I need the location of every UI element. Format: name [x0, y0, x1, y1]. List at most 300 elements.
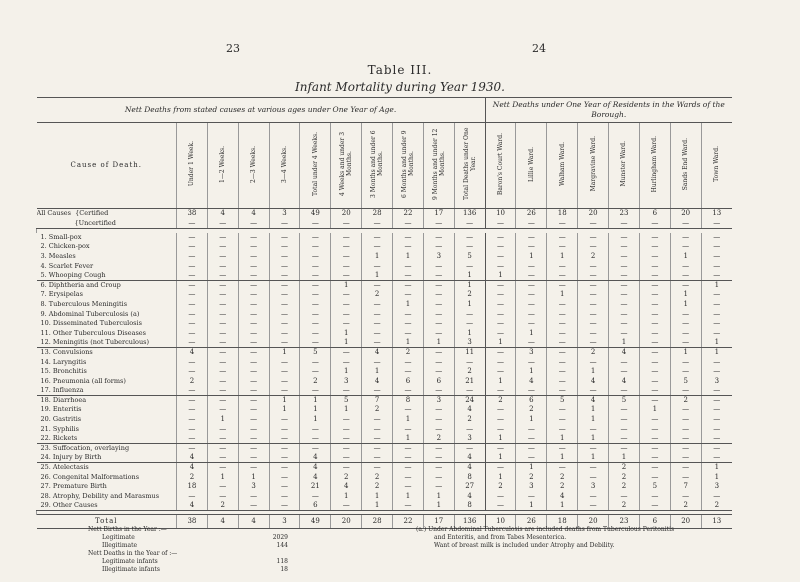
- table-cell: 1: [516, 328, 547, 338]
- table-cell: —: [269, 376, 300, 386]
- table-cell: —: [485, 242, 516, 252]
- table-cell: —: [516, 338, 547, 348]
- column-header: [516, 123, 547, 209]
- table-cell: 2: [547, 482, 578, 492]
- table-cell: —: [331, 242, 362, 252]
- table-cell: —: [547, 386, 578, 396]
- table-cell: —: [238, 386, 269, 396]
- table-cell: —: [177, 424, 208, 434]
- table-cell: —: [609, 252, 640, 262]
- table-cell: —: [578, 319, 609, 329]
- table-cell: —: [269, 309, 300, 319]
- table-cell: —: [485, 319, 516, 329]
- table-row: [37, 444, 733, 454]
- table-cell: —: [362, 434, 393, 444]
- table-cell: —: [639, 453, 670, 463]
- table-cell: 1: [639, 405, 670, 415]
- table-cell: 1: [670, 290, 701, 300]
- table-cell: —: [639, 396, 670, 406]
- table-cell: —: [670, 242, 701, 252]
- table-cell: 18: [177, 482, 208, 492]
- table-cell: —: [423, 290, 454, 300]
- table-cell: —: [609, 219, 640, 229]
- table-cell: 20: [578, 515, 609, 529]
- table-cell: —: [393, 501, 424, 511]
- table-cell: —: [207, 252, 238, 262]
- table-cell: —: [701, 367, 732, 377]
- table-cell: 2: [177, 472, 208, 482]
- column-header-label: Under 1 Week.: [188, 141, 196, 187]
- table-cell: —: [300, 252, 331, 262]
- table-cell: 18: [547, 209, 578, 219]
- table-cell: —: [269, 434, 300, 444]
- table-row: [37, 233, 733, 243]
- table-cell: —: [454, 242, 485, 252]
- cause-label: 27. Premature Birth: [40, 482, 107, 491]
- table-cell: —: [454, 233, 485, 243]
- table-cell: —: [207, 280, 238, 290]
- table-cell: —: [547, 444, 578, 454]
- table-cell: —: [609, 405, 640, 415]
- table-cell: 1: [485, 472, 516, 482]
- table-cell: —: [516, 453, 547, 463]
- table-cell: 3: [269, 209, 300, 219]
- table-cell: —: [701, 319, 732, 329]
- table-cell: —: [177, 219, 208, 229]
- table-cell: —: [639, 252, 670, 262]
- table-cell: —: [639, 444, 670, 454]
- table-cell: —: [177, 444, 208, 454]
- table-cell: —: [639, 280, 670, 290]
- table-cell: —: [362, 280, 393, 290]
- table-cell: —: [269, 357, 300, 367]
- table-cell: 4: [547, 492, 578, 502]
- table-cell: —: [331, 424, 362, 434]
- table-cell: —: [300, 434, 331, 444]
- table-cell: —: [393, 319, 424, 329]
- table-cell: —: [300, 242, 331, 252]
- table-cell: —: [639, 242, 670, 252]
- table-cell: —: [207, 396, 238, 406]
- table-cell: —: [362, 319, 393, 329]
- table-cell: —: [423, 463, 454, 473]
- column-header-label: Margravine Ward.: [589, 136, 597, 192]
- table-cell: 3: [238, 482, 269, 492]
- table-row: [37, 280, 733, 290]
- table-cell: 4: [516, 376, 547, 386]
- table-cell: 6: [639, 515, 670, 529]
- table-cell: —: [670, 367, 701, 377]
- table-cell: 1: [331, 328, 362, 338]
- table-cell: 1: [454, 271, 485, 281]
- column-header-label: 3—4 Weeks.: [281, 145, 288, 183]
- table-cell: —: [207, 261, 238, 271]
- table-cell: —: [701, 405, 732, 415]
- column-header-label: Baron's Court Ward.: [497, 132, 505, 196]
- table-cell: —: [639, 290, 670, 300]
- table-cell: —: [547, 424, 578, 434]
- table-cell: 2: [609, 472, 640, 482]
- table-cell: —: [331, 415, 362, 425]
- table-cell: —: [639, 424, 670, 434]
- table-cell: —: [269, 271, 300, 281]
- table-cell: —: [701, 386, 732, 396]
- table-cell: 1: [454, 280, 485, 290]
- table-cell: 1: [670, 252, 701, 262]
- table-cell: 1: [547, 290, 578, 300]
- table-cell: —: [547, 463, 578, 473]
- table-cell: —: [547, 271, 578, 281]
- table-cell: 3: [701, 482, 732, 492]
- table-cell: —: [393, 453, 424, 463]
- table-cell: —: [300, 271, 331, 281]
- table-cell: 2: [609, 501, 640, 511]
- table-cell: —: [485, 405, 516, 415]
- table-cell: 1: [454, 328, 485, 338]
- table-cell: —: [609, 290, 640, 300]
- table-cell: —: [207, 376, 238, 386]
- table-cell: —: [609, 261, 640, 271]
- table-cell: —: [670, 424, 701, 434]
- table-cell: —: [331, 463, 362, 473]
- table-cell: —: [670, 405, 701, 415]
- table-cell: 4: [609, 348, 640, 358]
- table-cell: —: [701, 271, 732, 281]
- table-cell: —: [331, 444, 362, 454]
- table-cell: —: [238, 444, 269, 454]
- table-cell: —: [609, 300, 640, 310]
- table-cell: —: [454, 309, 485, 319]
- table-cell: —: [639, 386, 670, 396]
- cause-label: 1. Small-pox: [40, 232, 82, 241]
- table-cell: —: [670, 280, 701, 290]
- table-subtitle: Infant Mortality during Year 1930.: [295, 80, 505, 94]
- table-cell: —: [177, 309, 208, 319]
- table-row: [37, 242, 733, 252]
- table-cell: 4: [300, 453, 331, 463]
- table-cell: 28: [362, 515, 393, 529]
- table-cell: —: [300, 492, 331, 502]
- column-header-label: Lillie Ward.: [527, 146, 535, 182]
- table-cell: —: [207, 424, 238, 434]
- table-cell: 21: [300, 482, 331, 492]
- table-cell: —: [423, 367, 454, 377]
- table-row: [37, 386, 733, 396]
- column-header: [485, 123, 516, 209]
- table-cell: 1: [609, 338, 640, 348]
- table-cell: 1: [516, 463, 547, 473]
- table-cell: —: [300, 233, 331, 243]
- table-row: [37, 501, 733, 511]
- table-cell: 8: [454, 501, 485, 511]
- table-cell: 1: [578, 415, 609, 425]
- table-cell: —: [547, 328, 578, 338]
- table-cell: —: [269, 367, 300, 377]
- table-cell: 3: [454, 434, 485, 444]
- cause-label: 25. Atelectasis: [40, 463, 89, 472]
- table-cell: —: [362, 261, 393, 271]
- table-cell: —: [578, 357, 609, 367]
- all-causes-label: All Causes {Certified: [36, 209, 109, 218]
- table-cell: 13: [701, 515, 732, 529]
- table-cell: 3: [578, 482, 609, 492]
- column-header-label: Total under 4 Weeks.: [311, 132, 319, 196]
- column-header: [331, 123, 362, 209]
- table-row: [37, 463, 733, 473]
- table-cell: 4: [362, 348, 393, 358]
- table-cell: —: [238, 376, 269, 386]
- table-cell: 3: [701, 376, 732, 386]
- table-cell: —: [331, 252, 362, 262]
- table-cell: —: [670, 434, 701, 444]
- table-cell: —: [300, 424, 331, 434]
- table-cell: 6: [423, 376, 454, 386]
- column-header: [547, 123, 578, 209]
- table-cell: 1: [670, 348, 701, 358]
- table-cell: —: [269, 444, 300, 454]
- table-cell: 2: [609, 482, 640, 492]
- table-cell: —: [177, 367, 208, 377]
- table-cell: —: [454, 444, 485, 454]
- legitimate-births: Legitimate 2029: [102, 534, 288, 541]
- table-cell: —: [609, 492, 640, 502]
- table-cell: 1: [331, 405, 362, 415]
- table-cell: 22: [393, 209, 424, 219]
- table-cell: —: [547, 338, 578, 348]
- table-cell: —: [547, 280, 578, 290]
- table-cell: —: [701, 453, 732, 463]
- table-cell: —: [393, 219, 424, 229]
- table-cell: 1: [609, 453, 640, 463]
- cause-label: 29. Other Causes: [37, 501, 177, 511]
- cause-label: 9. Abdominal Tuberculosis (a): [40, 309, 140, 318]
- table-cell: —: [670, 261, 701, 271]
- births-deaths-footnote: [88, 526, 288, 574]
- table-cell: —: [639, 338, 670, 348]
- all-causes-uncertified-row: [37, 219, 733, 229]
- table-cell: —: [423, 309, 454, 319]
- table-cell: —: [331, 271, 362, 281]
- table-cell: 4: [454, 453, 485, 463]
- table-cell: —: [516, 357, 547, 367]
- table-cell: —: [238, 415, 269, 425]
- column-header-label: Walham Ward.: [558, 141, 566, 187]
- table-cell: —: [578, 472, 609, 482]
- table-cell: —: [423, 300, 454, 310]
- table-cell: —: [701, 309, 732, 319]
- table-cell: 1: [362, 252, 393, 262]
- table-cell: 1: [454, 300, 485, 310]
- table-cell: —: [177, 280, 208, 290]
- column-header: [639, 123, 670, 209]
- table-cell: 1: [207, 415, 238, 425]
- table-cell: —: [701, 357, 732, 367]
- table-cell: 2: [362, 290, 393, 300]
- cause-label: 2. Chicken-pox: [40, 242, 90, 251]
- table-cell: —: [362, 444, 393, 454]
- footnote-b: Want of breast milk is included under Atrophy and Debility.: [434, 542, 615, 549]
- table-cell: —: [423, 261, 454, 271]
- table-cell: 1: [578, 434, 609, 444]
- cause-label: 23. Suffocation, overlaying: [40, 444, 130, 453]
- table-cell: —: [639, 376, 670, 386]
- table-cell: —: [238, 453, 269, 463]
- table-cell: —: [269, 328, 300, 338]
- table-cell: 2: [578, 348, 609, 358]
- table-cell: 1: [331, 280, 362, 290]
- table-cell: —: [547, 357, 578, 367]
- table-cell: 22: [393, 515, 424, 529]
- table-cell: —: [300, 219, 331, 229]
- table-cell: —: [485, 424, 516, 434]
- table-cell: —: [578, 501, 609, 511]
- table-cell: 1: [393, 338, 424, 348]
- table-cell: —: [177, 338, 208, 348]
- table-cell: 1: [362, 501, 393, 511]
- table-cell: —: [269, 386, 300, 396]
- table-cell: —: [269, 319, 300, 329]
- table-cell: —: [207, 233, 238, 243]
- cause-label: 13. Convulsions: [40, 348, 93, 357]
- table-cell: —: [547, 233, 578, 243]
- table-cell: —: [331, 357, 362, 367]
- table-cell: —: [300, 300, 331, 310]
- footnote-a-line-1: (a.) Under Abdominal Tuberculosis are included deaths from Tuberculous Peritonitis: [416, 526, 675, 533]
- table-cell: —: [485, 357, 516, 367]
- table-cell: —: [423, 319, 454, 329]
- table-cell: —: [670, 271, 701, 281]
- table-cell: —: [177, 492, 208, 502]
- table-cell: —: [207, 357, 238, 367]
- table-cell: 1: [238, 472, 269, 482]
- table-cell: —: [639, 472, 670, 482]
- table-cell: —: [269, 219, 300, 229]
- table-cell: —: [238, 300, 269, 310]
- table-cell: —: [207, 453, 238, 463]
- table-cell: —: [300, 367, 331, 377]
- table-cell: —: [238, 261, 269, 271]
- table-cell: —: [393, 357, 424, 367]
- table-cell: —: [331, 453, 362, 463]
- all-causes-certified-row: [37, 209, 733, 219]
- table-cell: —: [516, 309, 547, 319]
- cause-label: 18. Diarrhoea: [40, 396, 87, 405]
- table-cell: —: [423, 424, 454, 434]
- table-cell: —: [331, 348, 362, 358]
- table-cell: 1: [331, 367, 362, 377]
- table-cell: —: [177, 319, 208, 329]
- table-cell: —: [701, 300, 732, 310]
- column-header: [701, 123, 732, 209]
- table-cell: 49: [300, 515, 331, 529]
- table-cell: —: [516, 319, 547, 329]
- table-cell: —: [578, 328, 609, 338]
- table-cell: —: [578, 338, 609, 348]
- table-cell: —: [701, 434, 732, 444]
- table-cell: —: [609, 424, 640, 434]
- table-cell: 2: [423, 434, 454, 444]
- table-cell: —: [423, 357, 454, 367]
- table-cell: —: [269, 415, 300, 425]
- table-cell: 1: [701, 338, 732, 348]
- table-cell: 1: [516, 501, 547, 511]
- table-cell: —: [177, 290, 208, 300]
- table-cell: —: [670, 492, 701, 502]
- table-cell: 1: [547, 434, 578, 444]
- table-cell: —: [300, 319, 331, 329]
- footnote-a-line-2: and Enteritis, and from Tabes Mesenterica.: [434, 534, 567, 541]
- column-header: [670, 123, 701, 209]
- cause-label: 4. Scarlet Fever: [40, 261, 94, 270]
- table-cell: —: [701, 252, 732, 262]
- table-cell: —: [578, 271, 609, 281]
- table-cell: 1: [516, 367, 547, 377]
- table-cell: 4: [177, 463, 208, 473]
- table-cell: —: [639, 415, 670, 425]
- table-cell: —: [393, 280, 424, 290]
- table-cell: —: [238, 424, 269, 434]
- table-cell: —: [639, 271, 670, 281]
- table-cell: —: [300, 444, 331, 454]
- table-cell: —: [423, 415, 454, 425]
- table-cell: —: [207, 348, 238, 358]
- table-cell: —: [639, 261, 670, 271]
- table-cell: —: [701, 242, 732, 252]
- table-cell: —: [238, 280, 269, 290]
- table-cell: —: [331, 233, 362, 243]
- table-cell: —: [516, 444, 547, 454]
- table-row: [37, 290, 733, 300]
- table-cell: —: [362, 453, 393, 463]
- table-cell: 1: [701, 280, 732, 290]
- table-cell: —: [393, 424, 424, 434]
- table-cell: —: [393, 482, 424, 492]
- table-cell: —: [423, 219, 454, 229]
- table-cell: —: [207, 328, 238, 338]
- table-cell: 1: [393, 415, 424, 425]
- table-cell: 8: [393, 396, 424, 406]
- table-cell: —: [177, 328, 208, 338]
- table-cell: 2: [485, 482, 516, 492]
- table-cell: —: [609, 280, 640, 290]
- table-row: [37, 328, 733, 338]
- table-cell: —: [207, 492, 238, 502]
- table-cell: —: [331, 434, 362, 444]
- table-cell: —: [362, 463, 393, 473]
- table-cell: 1: [516, 415, 547, 425]
- table-cell: 5: [670, 376, 701, 386]
- table-cell: —: [393, 233, 424, 243]
- table-cell: —: [516, 300, 547, 310]
- table-cell: —: [423, 386, 454, 396]
- table-cell: 13: [701, 209, 732, 219]
- table-cell: 4: [578, 376, 609, 386]
- table-cell: —: [547, 219, 578, 229]
- table-cell: —: [609, 357, 640, 367]
- table-cell: —: [609, 271, 640, 281]
- table-cell: —: [423, 328, 454, 338]
- table-cell: —: [238, 219, 269, 229]
- table-cell: —: [362, 338, 393, 348]
- table-cell: 20: [331, 209, 362, 219]
- table-cell: —: [423, 348, 454, 358]
- table-cell: 2: [362, 405, 393, 415]
- table-cell: —: [639, 233, 670, 243]
- illegitimate-births: Illegitimate 144: [102, 542, 288, 549]
- table-cell: —: [578, 463, 609, 473]
- cause-label: 10. Disseminated Tuberculosis: [40, 319, 142, 328]
- table-cell: 4: [207, 515, 238, 529]
